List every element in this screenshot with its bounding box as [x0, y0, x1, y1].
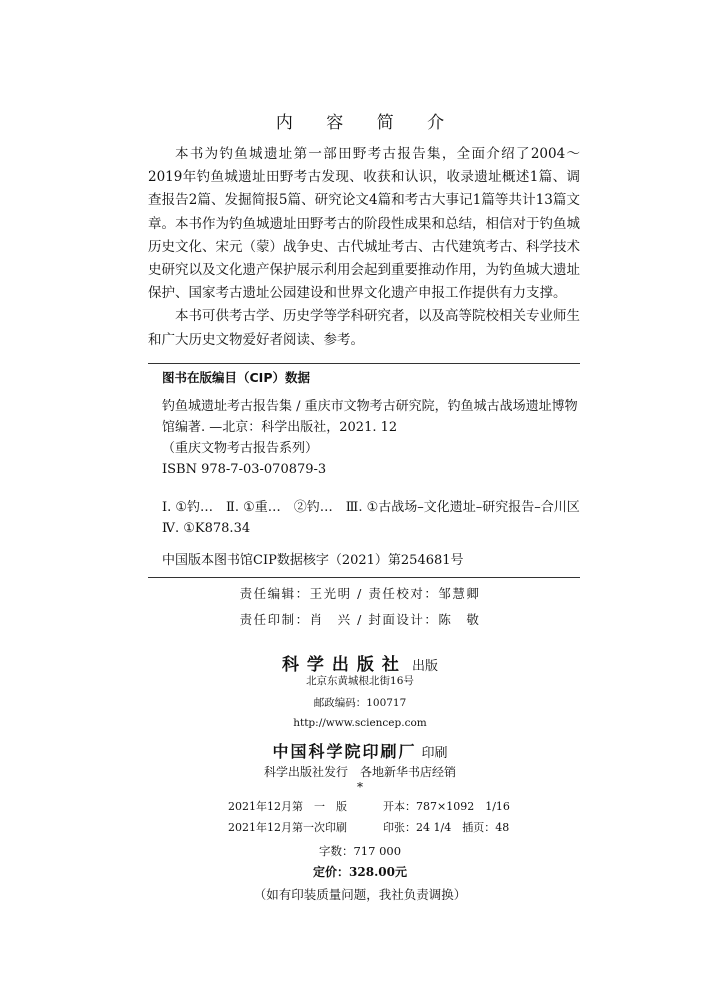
word-count: 字数：717 000 — [318, 844, 402, 858]
publisher-suffix: 出版 — [412, 659, 439, 674]
intro-body — [148, 143, 580, 352]
credits-line-2: 责任印制：肖 兴 / 封面设计：陈 敬 — [239, 612, 481, 627]
divider-bottom — [148, 577, 580, 578]
cip-block — [162, 396, 582, 480]
cip-class-line: Ⅰ. ①钓… Ⅱ. ①重… ②钓… Ⅲ. ①古战场–文化遗址–研究报告–合川区 Ⅳ. ①K878.34 — [162, 500, 593, 536]
format: 开本：787×1092 1/16 — [383, 800, 510, 813]
cip-record-line: 中国版本图书馆CIP数据核字（2021）第254681号 — [162, 553, 464, 568]
divider-top — [148, 363, 580, 364]
cip-record — [162, 550, 582, 571]
cip-title-line: 钓鱼城遗址考古报告集 / 重庆市文物考古研究院，钓鱼城古战场遗址博物馆编著. —北京：科学出版社，2021. 12 — [162, 399, 578, 435]
spec-row-1 — [228, 798, 510, 814]
intro-paragraph-2: 本书可供考古学、历史学等学科研究者，以及高等院校相关专业师生和广大历史文物爱好者阅读、参考。 — [148, 308, 580, 348]
publisher-line — [0, 650, 720, 675]
cip-classification — [162, 497, 593, 539]
page-title: 内 容 简 介 — [275, 113, 459, 133]
publisher-url: http://www.sciencep.com — [293, 717, 427, 729]
separator-star: * — [357, 780, 363, 794]
printer-line — [0, 739, 720, 762]
cip-series-line: （重庆文物考古报告系列） — [162, 441, 319, 456]
intro-paragraph-1: 本书为钓鱼城遗址第一部田野考古报告集，全面介绍了2004～2019年钓鱼城遗址田野考古发现、收获和认识，收录遗址概述1篇、调查报告2篇、发掘简报5篇、研究论文4篇和考古大事记1篇等共计13篇文章。本书作为钓鱼城遗址田野考古的阶段性成果和总结，相信对于钓鱼城历史文化、宋元（蒙）战争史、古代城址考古、古代建筑考古、科学技术史研究以及文化遗产保护展示利用会起到重要推动作用，为钓鱼城大遗址保护、国家考古遗址公园建设和世界文化遗产申报工作提供有力支撑。 — [148, 146, 580, 302]
credits-line-1: 责任编辑：王光明 / 责任校对：邹慧卿 — [239, 586, 481, 601]
cip-isbn: ISBN 978-7-03-070879-3 — [162, 462, 327, 477]
spec-row-2 — [228, 819, 509, 835]
quality-notice: （如有印装质量问题，我社负责调换） — [253, 887, 467, 902]
sheets: 印张：24 1/4 插页：48 — [383, 821, 510, 834]
printer-logo: 中国科学院印刷厂 — [272, 742, 417, 761]
cip-heading: 图书在版编目（CIP）数据 — [162, 370, 310, 385]
price: 定价：328.00元 — [313, 865, 407, 879]
edition: 2021年12月第 一 版 — [228, 800, 347, 813]
publisher-address: 北京东黄城根北街16号 — [306, 675, 414, 687]
distribution-line: 科学出版社发行 各地新华书店经销 — [263, 765, 456, 779]
publisher-postcode: 邮政编码：100717 — [313, 697, 407, 709]
printer-suffix: 印刷 — [421, 746, 448, 761]
printing: 2021年12月第一次印刷 — [228, 821, 347, 834]
publisher-logo: 科学出版社 — [281, 655, 407, 675]
